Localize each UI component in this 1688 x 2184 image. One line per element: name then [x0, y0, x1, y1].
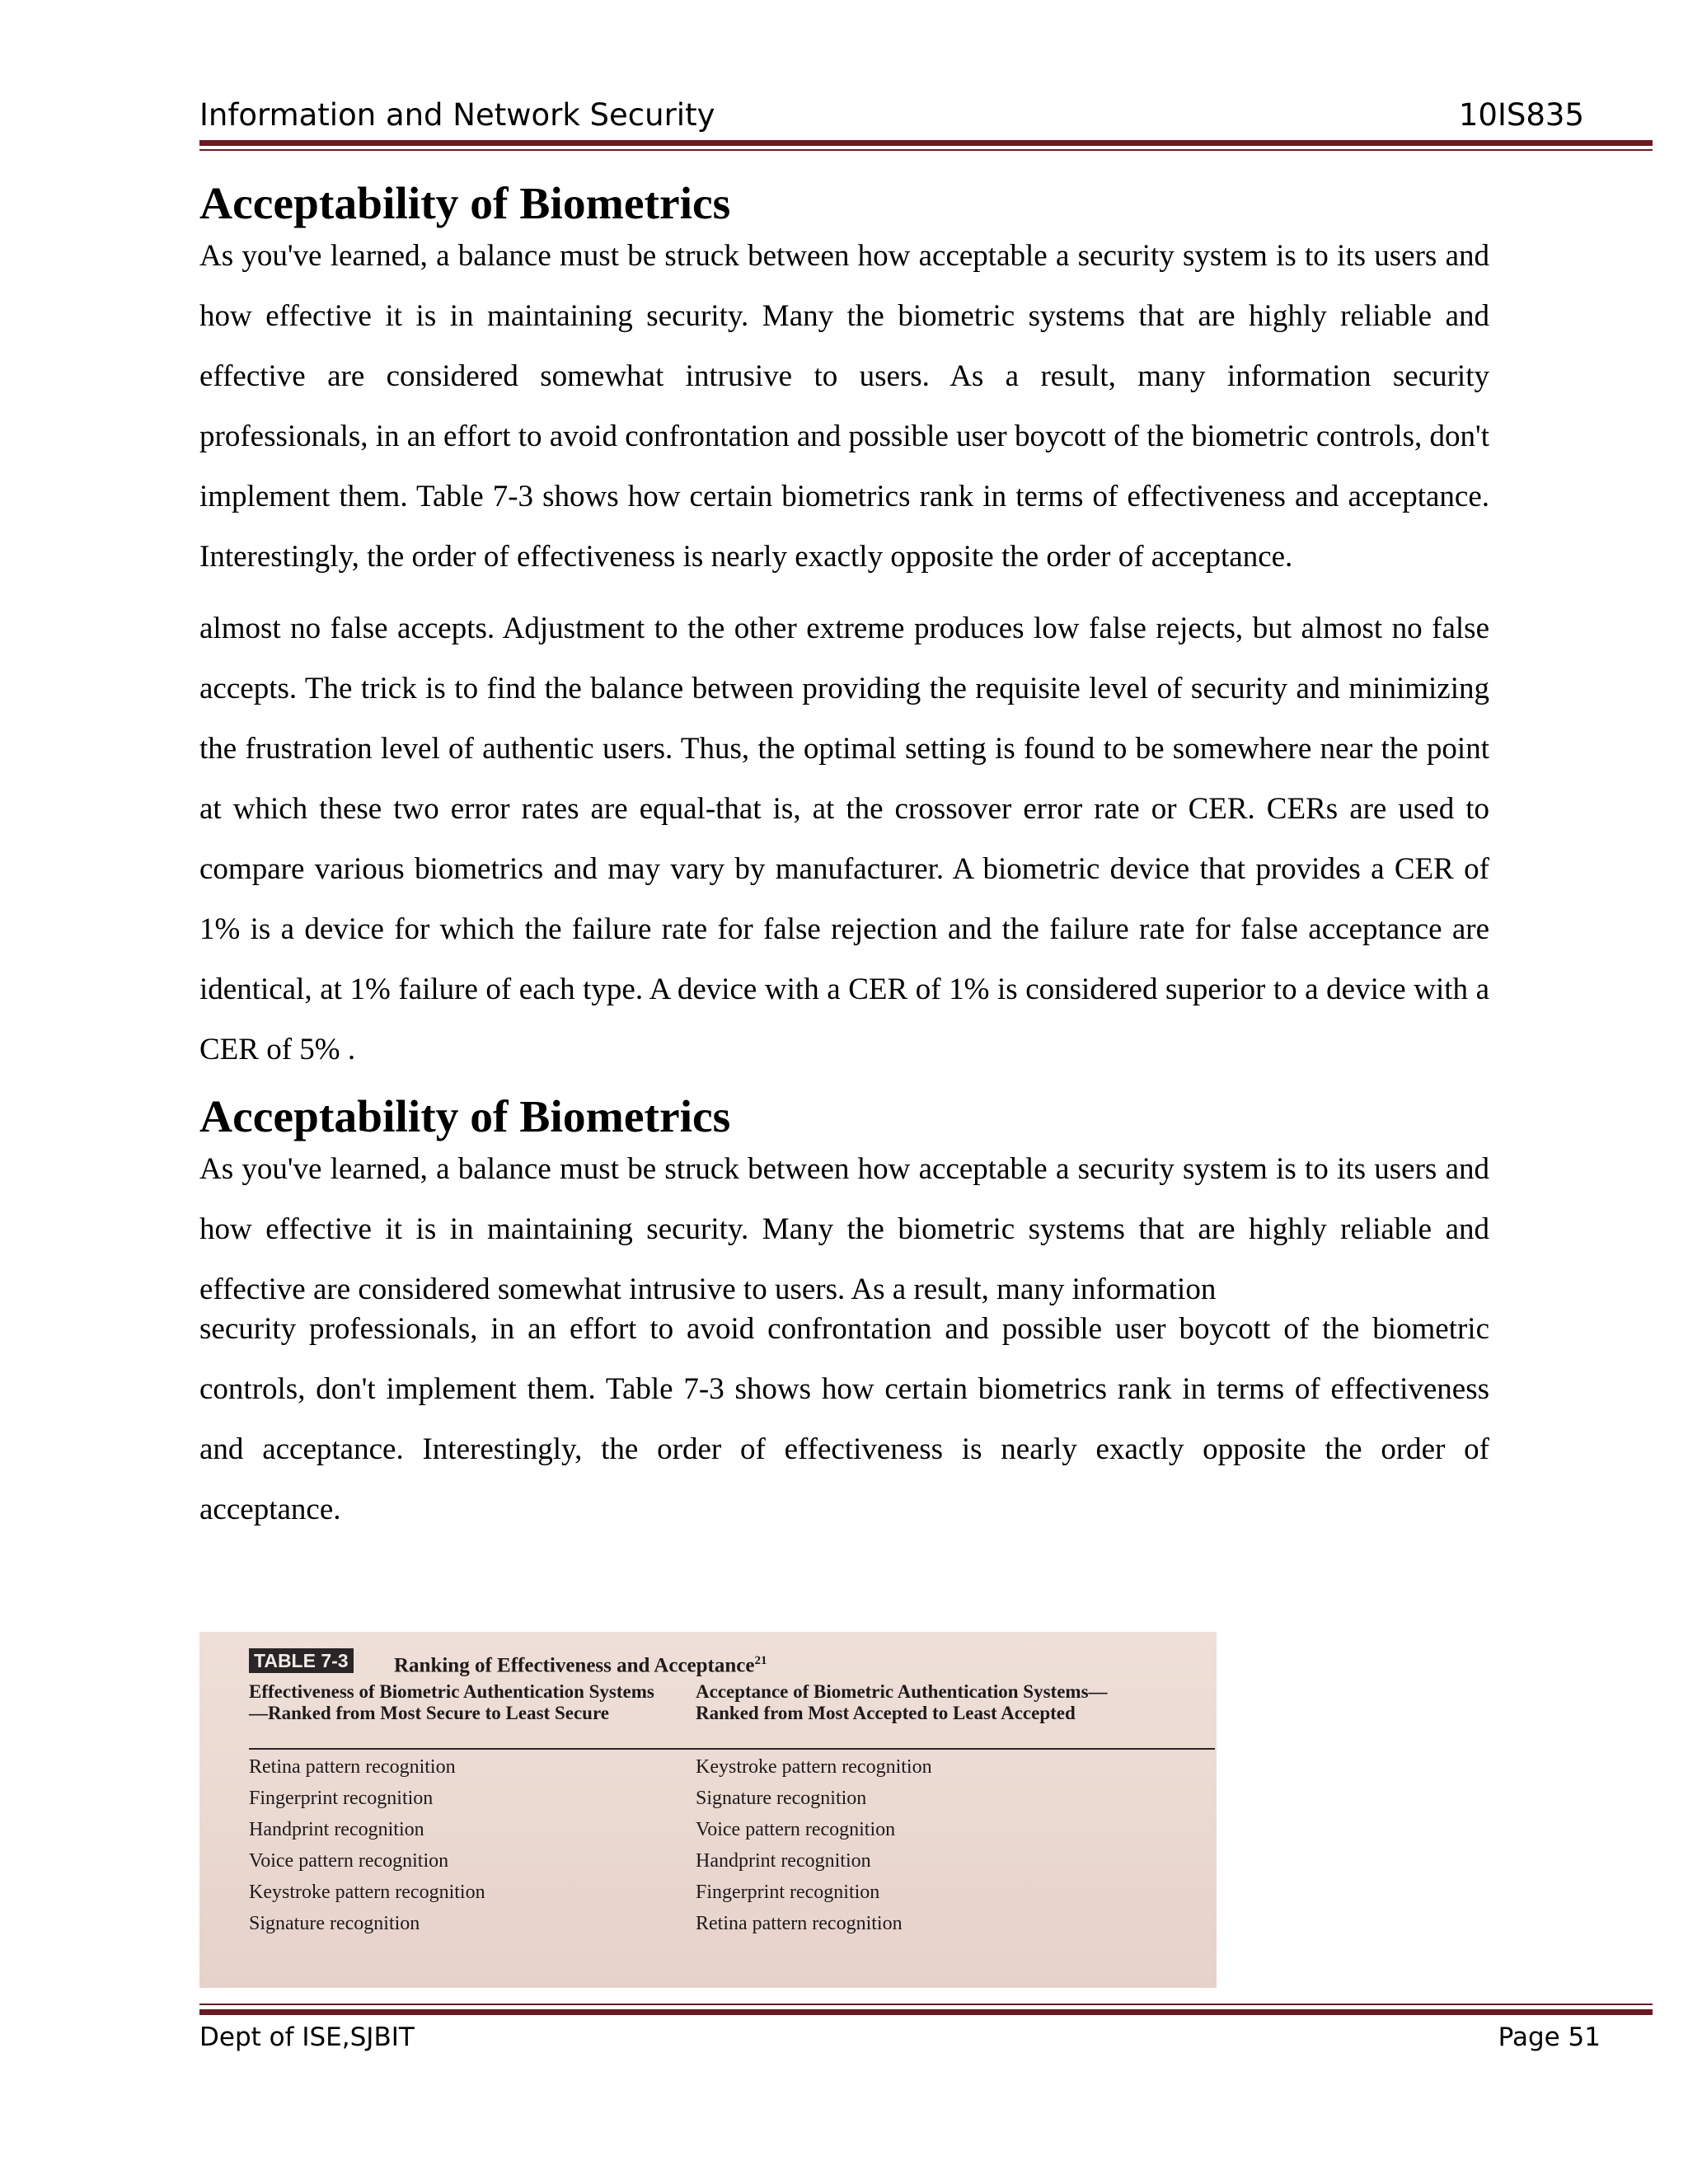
section-paragraph-2b: security professionals, in an effort to avoid confrontation and possible user boycott of the biometric controls, don't implement them. Table 7-3 shows how certain biometrics rank in terms of effectiveness and acceptance. Interestingly, the order of effectiveness is nearly exactly opposite the order of acceptance. [199, 1312, 1489, 1526]
table-cell: Voice pattern recognition [249, 1850, 449, 1872]
table-cell: Keystroke pattern recognition [696, 1756, 932, 1778]
header-title: Information and Network Security [199, 97, 715, 133]
section-heading-2: Acceptability of Biometrics [199, 1092, 731, 1142]
section-heading-1: Acceptability of Biometrics [199, 179, 731, 229]
table-caption-footnote: 21 [754, 1654, 767, 1667]
table-header-effectiveness: Effectiveness of Biometric Authentication Systems—Ranked from Most Secure to Least Secure [249, 1681, 654, 1723]
header-rule-thin [199, 149, 1653, 151]
page-number: Page 51 [1498, 2022, 1601, 2052]
table-cell: Retina pattern recognition [696, 1913, 903, 1934]
table-cell: Signature recognition [249, 1913, 420, 1934]
footer-rule-thin [199, 2004, 1653, 2005]
footer-department: Dept of ISE,SJBIT [199, 2022, 415, 2052]
table-cell: Fingerprint recognition [249, 1788, 434, 1809]
table-cell: Voice pattern recognition [696, 1819, 896, 1840]
page-footer [199, 2022, 1601, 2055]
table-cell: Keystroke pattern recognition [249, 1882, 485, 1903]
table-header-rule [249, 1748, 1215, 1750]
header-rule-thick [199, 140, 1653, 146]
table-label: TABLE 7-3 [249, 1648, 354, 1673]
table-caption: Ranking of Effectiveness and Acceptance$^{21}$ [394, 1654, 767, 1677]
footer-rule-thick [199, 2009, 1653, 2015]
table-cell: Handprint recognition [696, 1850, 871, 1872]
table-cell: Retina pattern recognition [249, 1756, 456, 1778]
table-header-acceptance: Acceptance of Biometric Authentication Systems—Ranked from Most Accepted to Least Accepted [696, 1681, 1108, 1723]
section-paragraph-1: As you've learned, a balance must be struck between how acceptable a security system is to its users and how effective it is in maintaining security. Many the biometric systems that are highly reliable and effective are considered somewhat intrusive to users. As a result, many information security professionals, in an effort to avoid confrontation and possible user boycott of the biometric controls, don't implement them. Table 7-3 shows how certain biometrics rank in terms of effectiveness and acceptance. Interestingly, the order of effectiveness is nearly exactly opposite the order of acceptance. [199, 239, 1489, 574]
effectiveness-list [249, 1751, 678, 1939]
section-paragraph-2a: As you've learned, a balance must be struck between how acceptable a security system is to its users and how effective it is in maintaining security. Many the biometric systems that are highly reliable and effective are considered somewhat intrusive to users. As a result, many information [199, 1152, 1489, 1306]
header-course-code: 10IS835 [1458, 97, 1584, 133]
page-header [199, 97, 1584, 138]
table-cell: Handprint recognition [249, 1819, 424, 1840]
page-body [199, 179, 1489, 1540]
acceptance-list [696, 1751, 1124, 1939]
table-cell: Signature recognition [696, 1788, 867, 1809]
table-7-3-image [199, 1632, 1217, 1988]
table-cell: Fingerprint recognition [696, 1882, 880, 1903]
middle-paragraph: almost no false accepts. Adjustment to the other extreme produces low false rejects, but almost no false accepts. The trick is to find the balance between providing the requisite level of security and minimizing the frustration level of authentic users. Thus, the optimal setting is found to be somewhere near the point at which these two error rates are equal-that is, at the crossover error rate or CER. CERs are used to compare various biometrics and may vary by manufacturer. A biometric device that provides a CER of 1% is a device for which the failure rate for false rejection and the failure rate for false acceptance are identical, at 1% failure of each type. A device with a CER of 1% is considered superior to a device with a CER of 5% . [199, 612, 1489, 1066]
